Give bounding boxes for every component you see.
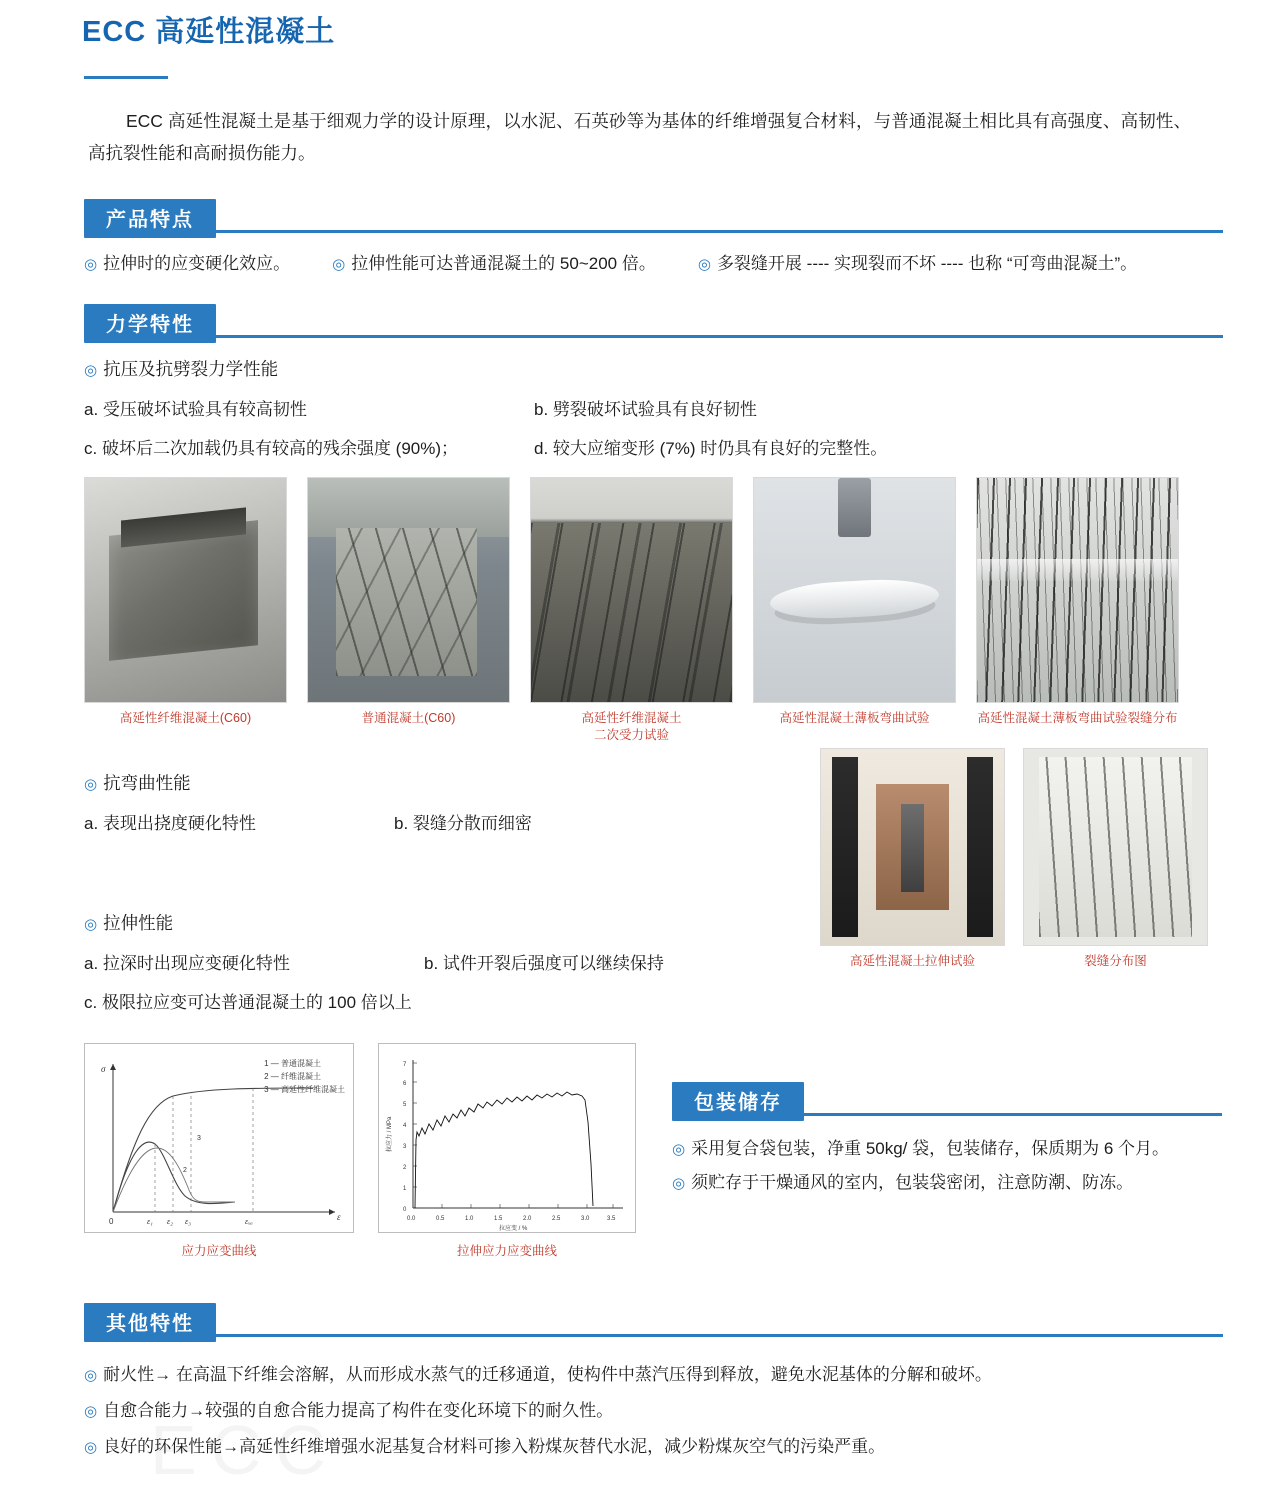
photo-caption: 高延性混凝土拉伸试验 xyxy=(849,954,975,968)
compression-photo-strip xyxy=(84,477,1239,744)
svg-text:ε: ε xyxy=(337,1212,341,1223)
svg-text:0.5: 0.5 xyxy=(436,1216,445,1223)
feature-item-1 xyxy=(84,249,290,274)
svg-text:5: 5 xyxy=(403,1102,407,1109)
bullet-circle-icon: ◎ xyxy=(84,362,98,380)
svg-text:εₓₐ: εₓₐ xyxy=(245,1217,253,1227)
concrete-specimen-photo xyxy=(84,477,287,703)
feature-text: 拉伸时的应变硬化效应。 xyxy=(103,254,291,274)
point-a: a. 受压破坏试验具有较高韧性 xyxy=(84,400,307,420)
svg-text:3: 3 xyxy=(403,1144,407,1151)
svg-text:7: 7 xyxy=(403,1062,407,1069)
svg-text:ε₁: ε₁ xyxy=(147,1217,153,1227)
bullet-circle-icon: ◎ xyxy=(697,256,711,274)
section-tag-features: 产品特点 xyxy=(84,199,216,238)
svg-text:2: 2 xyxy=(183,1167,187,1175)
photo-item xyxy=(1023,748,1208,970)
compression-points xyxy=(84,395,1239,459)
page-title: ECC 高延性混凝土 xyxy=(82,16,336,48)
feature-item-3 xyxy=(698,249,1137,274)
packaging-text: 采用复合袋包装，净重 50kg/ 袋，包装储存，保质期为 6 个月。 xyxy=(691,1139,1170,1158)
svg-text:6: 6 xyxy=(403,1081,407,1088)
svg-text:2.5: 2.5 xyxy=(552,1216,561,1223)
intro-text: ECC 高延性混凝土是基于细观力学的设计原理，以水泥、石英砂等为基体的纤维增强复合材料，与普通混凝土相比具有高强度、高韧性、高抗裂性能和高耐损伤能力。 xyxy=(88,110,1191,164)
svg-text:4: 4 xyxy=(403,1123,407,1130)
chart-frame xyxy=(84,1043,354,1233)
bending-test-photo xyxy=(753,477,956,703)
section-header-mechanics xyxy=(84,304,1239,338)
point-c: c. 破坏后二次加载仍具有较高的残余强度 (90%)； xyxy=(84,439,459,459)
tensile-photo-pair xyxy=(820,748,1208,970)
section-header-other xyxy=(84,1303,1239,1337)
other-text: 自愈合能力→较强的自愈合能力提高了构件在变化环境下的耐久性。 xyxy=(103,1400,614,1420)
svg-text:ε₃: ε₃ xyxy=(185,1217,191,1227)
svg-text:0: 0 xyxy=(403,1207,407,1214)
legend-item-2: 2 — 纤维混凝土 xyxy=(264,1071,321,1081)
svg-text:ε₂: ε₂ xyxy=(167,1217,173,1227)
svg-text:2.0: 2.0 xyxy=(523,1216,532,1223)
svg-text:3: 3 xyxy=(197,1135,201,1143)
other-features-list xyxy=(84,1357,1239,1464)
section-header-packaging xyxy=(672,1082,1238,1116)
subsection-compression xyxy=(84,356,1239,381)
point-a: a. 表现出挠度硬化特性 xyxy=(84,814,256,834)
svg-text:0.0: 0.0 xyxy=(407,1216,416,1223)
photo-item xyxy=(820,748,1005,970)
svg-text:拉应力 / MPa: 拉应力 / MPa xyxy=(387,1116,393,1153)
svg-text:3.5: 3.5 xyxy=(607,1216,616,1223)
secondary-loading-photo xyxy=(530,477,733,703)
bullet-circle-icon: ◎ xyxy=(332,256,346,274)
tensile-test-photo xyxy=(820,748,1005,946)
caption-line-2: 二次受力试验 xyxy=(593,728,669,743)
bullet-circle-icon: ◎ xyxy=(84,1438,98,1456)
chart-frame xyxy=(378,1043,636,1233)
title-divider xyxy=(84,76,168,79)
point-d: d. 较大应缩变形 (7%) 时仍具有良好的完整性。 xyxy=(534,439,888,459)
tensile-curve-svg xyxy=(379,1044,636,1233)
bullet-circle-icon: ◎ xyxy=(84,1402,98,1420)
svg-text:1.5: 1.5 xyxy=(494,1216,503,1223)
photo-caption: 裂缝分布图 xyxy=(1084,954,1147,968)
photo-item xyxy=(84,477,287,744)
bullet-circle-icon: ◎ xyxy=(84,776,98,794)
point-b: b. 裂缝分散而细密 xyxy=(394,814,532,834)
subsection-label: 拉伸性能 xyxy=(103,913,174,934)
section-underline xyxy=(84,1334,1223,1337)
photo-caption: 普通混凝土(C60) xyxy=(361,711,456,726)
feature-text: 拉伸性能可达普通混凝土的 50~200 倍。 xyxy=(351,254,656,274)
intro-paragraph xyxy=(88,105,1191,170)
feature-item-2 xyxy=(332,249,656,274)
other-item-3 xyxy=(84,1429,1239,1465)
crack-map-photo xyxy=(1023,748,1208,946)
other-item-2 xyxy=(84,1393,1239,1429)
section-header-features xyxy=(84,199,1239,233)
legend-item-1: 1 — 普通混凝土 xyxy=(264,1059,321,1069)
packaging-block xyxy=(672,1052,1238,1200)
crack-distribution-photo xyxy=(976,477,1179,703)
svg-text:1: 1 xyxy=(403,1186,407,1193)
other-text: 良好的环保性能→高延性纤维增强水泥基复合材料可掺入粉煤灰替代水泥，减少粉煤灰空气的污染严重。 xyxy=(103,1436,886,1456)
chart-tensile xyxy=(378,1043,636,1259)
caption-line-1: 高延性纤维混凝土 xyxy=(581,711,682,726)
photo-caption: 高延性纤维混凝土(C60) xyxy=(119,711,252,726)
point-b: b. 试件开裂后强度可以继续保持 xyxy=(424,954,664,974)
other-text: 耐火性→ 在高温下纤维会溶解，从而形成水蒸气的迁移通道，使构件中蒸汽压得到释放，避免水泥基体的分解和破坏。 xyxy=(103,1365,992,1385)
bullet-circle-icon: ◎ xyxy=(84,916,98,934)
feature-text: 多裂缝开展 ---- 实现裂而不坏 ---- 也称 “可弯曲混凝土”。 xyxy=(716,254,1138,274)
section-underline xyxy=(84,230,1223,233)
svg-text:3.0: 3.0 xyxy=(581,1216,590,1223)
bullet-circle-icon: ◎ xyxy=(84,1367,98,1385)
svg-text:0: 0 xyxy=(109,1217,114,1227)
photo-caption: 高延性混凝土薄板弯曲试验 xyxy=(779,711,930,726)
photo-caption: 高延性混凝土薄板弯曲试验裂缝分布 xyxy=(977,711,1178,726)
packaging-item-1 xyxy=(672,1132,1238,1166)
point-c: c. 极限拉应变可达普通混凝土的 100 倍以上 xyxy=(84,993,412,1013)
other-item-1 xyxy=(84,1357,1239,1393)
bullet-circle-icon: ◎ xyxy=(672,1175,686,1192)
chart-caption: 拉伸应力应变曲线 xyxy=(456,1244,557,1259)
point-b: b. 劈裂破坏试验具有良好韧性 xyxy=(534,400,757,420)
packaging-item-2 xyxy=(672,1166,1238,1200)
section-tag-packaging: 包装储存 xyxy=(672,1082,804,1121)
packaging-list xyxy=(672,1132,1238,1200)
section-tag-mechanics: 力学特性 xyxy=(84,304,216,343)
packaging-text: 须贮存于干燥通风的室内，包装袋密闭，注意防潮、防冻。 xyxy=(691,1173,1134,1192)
chart-stress-strain xyxy=(84,1043,354,1259)
ordinary-concrete-photo xyxy=(307,477,510,703)
features-list xyxy=(84,249,1195,274)
chart-caption: 应力应变曲线 xyxy=(181,1244,257,1259)
legend-item-3: 3 — 高延性纤维混凝土 xyxy=(264,1084,345,1094)
subsection-label: 抗压及抗劈裂力学性能 xyxy=(103,359,279,380)
point-a: a. 拉深时出现应变硬化特性 xyxy=(84,954,290,974)
section-tag-other: 其他特性 xyxy=(84,1303,216,1342)
bullet-circle-icon: ◎ xyxy=(672,1141,686,1158)
svg-text:1.0: 1.0 xyxy=(465,1216,474,1223)
svg-text:2: 2 xyxy=(403,1165,407,1172)
bullet-circle-icon: ◎ xyxy=(84,256,98,274)
photo-item xyxy=(530,477,733,744)
photo-item xyxy=(753,477,956,744)
svg-text:σ: σ xyxy=(101,1064,106,1075)
svg-text:拉应变 / %: 拉应变 / % xyxy=(499,1226,528,1233)
photo-caption xyxy=(530,710,733,744)
photo-item xyxy=(976,477,1179,744)
section-underline xyxy=(84,335,1223,338)
photo-item xyxy=(307,477,510,744)
chart-legend xyxy=(264,1058,345,1096)
subsection-label: 抗弯曲性能 xyxy=(103,773,191,794)
